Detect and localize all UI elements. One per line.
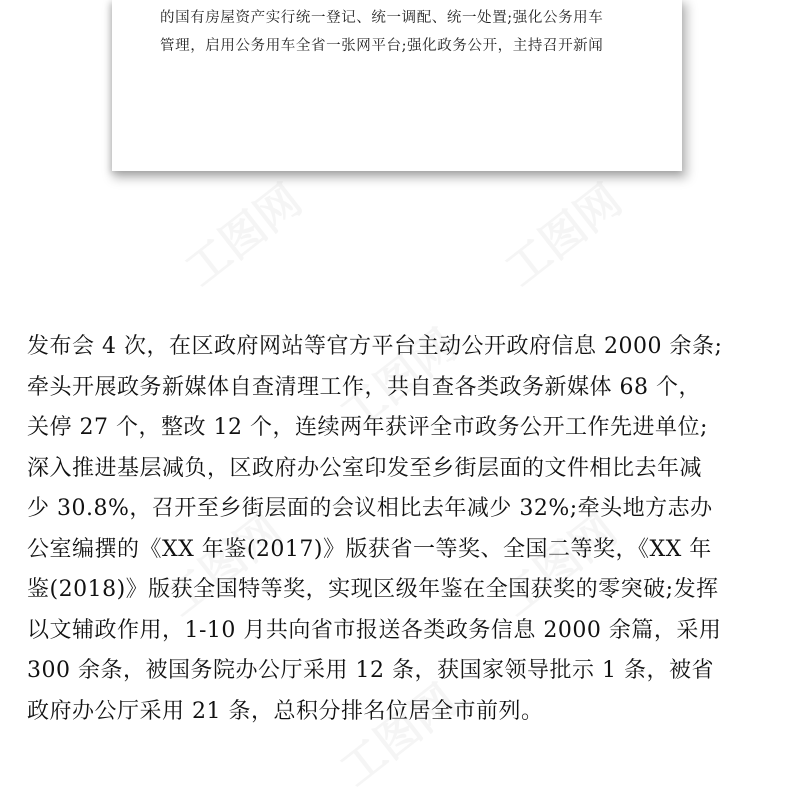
- preview-card-text: [160, 4, 670, 60]
- body-line: 鉴(2018)》版获全国特等奖，实现区级年鉴在全国获奖的零突破;发挥: [27, 577, 719, 602]
- card-line: 的国有房屋资产实行统一登记、统一调配、统一处置;强化公务用车: [160, 10, 604, 26]
- watermark: 工图网: [491, 504, 627, 627]
- watermark: 工图网: [156, 504, 292, 627]
- body-paragraph: [27, 327, 779, 732]
- body-line: 政府办公厅采用 21 条，总积分排名位居全市前列。: [27, 698, 544, 724]
- card-line: 管理，启用公务用车全省一张网平台;强化政务公开，主持召开新闻: [160, 38, 604, 54]
- watermark: 工图网: [496, 174, 632, 297]
- body-line: 牵头开展政务新媒体自查清理工作，共自查各类政务新媒体 68 个，: [27, 374, 701, 400]
- body-line: 以文辅政作用，1-10 月共向省市报送各类政务信息 2000 余篇，采用: [27, 617, 722, 643]
- body-line: 300 余条，被国务院办公厅采用 12 条，获国家领导批示 1 条，被省: [27, 658, 714, 683]
- watermark: 工图网: [331, 674, 467, 797]
- body-line: 少 30.8%，召开至乡街层面的会议相比去年减少 32%;牵头地方志办: [27, 496, 713, 521]
- body-line: 关停 27 个，整改 12 个，连续两年获评全市政务公开工作先进单位;: [27, 415, 708, 440]
- watermark: 工图网: [176, 174, 312, 297]
- body-line: 深入推进基层减负，区政府办公室印发至乡街层面的文件相比去年减: [27, 455, 703, 481]
- watermark: 工图网: [331, 319, 467, 442]
- body-line: 公室编撰的《XX 年鉴(2017)》版获省一等奖、全国二等奖，《XX 年: [27, 536, 712, 562]
- preview-card: [112, 0, 682, 171]
- body-line: 发布会 4 次，在区政府网站等官方平台主动公开政府信息 2000 余条;: [27, 334, 723, 359]
